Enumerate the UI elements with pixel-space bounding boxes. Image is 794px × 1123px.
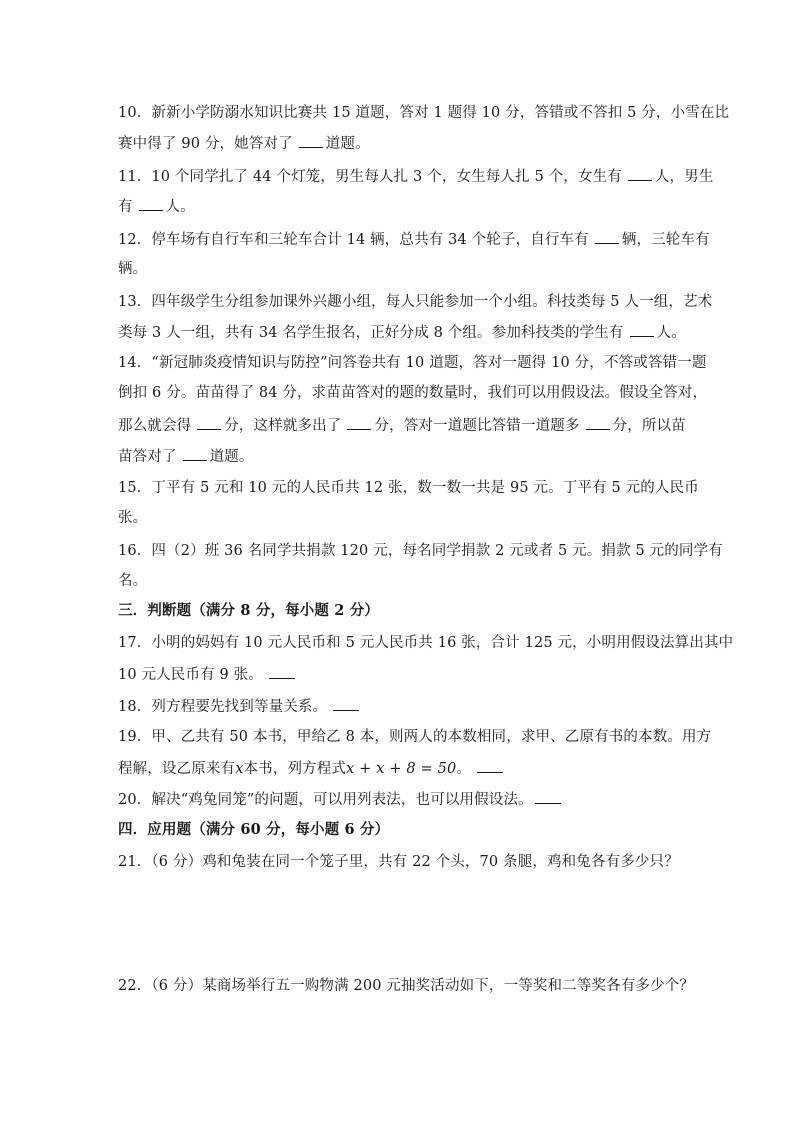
text: 类每 3 人一组，共有 34 名学生报名，正好分成 8 个组。参加科技类的学生有 <box>118 325 624 341</box>
text: 辆，三轮车有 <box>621 232 710 248</box>
text: 14．“新冠肺炎疫情知识与防控”问答卷共有 10 道题，答对一题得 10 分，不答或答错一题 <box>118 355 707 371</box>
text: 。 <box>456 761 471 777</box>
text: 17．小明的妈妈有 10 元人民币和 5 元人民币共 16 张，合计 125 元，小明用假设法算出其中 <box>118 635 734 651</box>
text: 分，答对一道题比答错一道题多 <box>374 418 580 434</box>
text: 程解，设乙原来有 <box>118 761 236 777</box>
section-4-heading <box>118 820 684 840</box>
answer-blank[interactable] <box>535 789 561 804</box>
math-variable: x <box>235 761 244 777</box>
question-11-line-2 <box>118 196 684 217</box>
text: 有 <box>118 199 133 215</box>
text: 21．（6 分）鸡和兔装在同一个笼子里，共有 22 个头，70 条腿，鸡和兔各有多少只？ <box>118 854 679 870</box>
answer-blank[interactable] <box>269 664 295 679</box>
text: 苗答对了 <box>118 449 177 465</box>
math-equation: x + x + 8 = 50 <box>346 761 457 777</box>
text: 19．甲、乙共有 50 本书，甲给乙 8 本，则两人的本数相同，求甲、乙原有书的本数。用方 <box>118 729 712 745</box>
text: 10 元人民币有 9 张。 <box>118 667 263 683</box>
text: 人。 <box>165 199 195 215</box>
question-14-line-2 <box>118 383 708 403</box>
text: 22．（6 分）某商场举行五一购物满 200 元抽奖活动如下，一等奖和二等奖各有多少个？ <box>118 978 695 994</box>
question-15-line-1 <box>118 478 699 498</box>
text: 赛中得了 90 分，她答对了 <box>118 136 293 152</box>
text: 倒扣 6 分。苗苗得了 84 分，求苗苗答对的题的数量时，我们可以用假设法。假设全答对， <box>118 385 708 401</box>
text: 18．列方程要先找到等量关系。 <box>118 699 328 715</box>
text: 那么就会得 <box>118 418 192 434</box>
text: 三．判断题（满分 8 分，每小题 2 分） <box>118 602 380 619</box>
question-10-line-2 <box>118 133 684 154</box>
question-15-line-2 <box>118 508 684 528</box>
answer-blank[interactable] <box>197 415 221 430</box>
text: 13．四年级学生分组参加课外兴趣小组，每人只能参加一个小组。科技类每 5 人一组，艺术 <box>118 294 713 310</box>
answer-blank[interactable] <box>595 229 619 244</box>
question-11-line-1 <box>118 166 714 187</box>
question-17-line-2 <box>118 664 684 685</box>
answer-blank[interactable] <box>477 758 503 773</box>
answer-blank[interactable] <box>586 415 610 430</box>
question-16-line-2 <box>118 571 684 591</box>
text: 15．丁平有 5 元和 10 元的人民币共 12 张，数一数一共是 95 元。丁平有 5 元的人民币 <box>118 480 699 496</box>
text: 16．四（2）班 36 名同学共捐款 120 元，每名同学捐款 2 元或者 5 元。捐款 5 元的同学有 <box>118 543 723 559</box>
answer-blank[interactable] <box>333 696 359 711</box>
question-13-line-1 <box>118 292 713 312</box>
text: 本书，列方程式 <box>243 761 347 777</box>
text: 人，男生 <box>654 169 714 185</box>
text: 名。 <box>118 573 148 589</box>
text: 11．10 个同学扎了 44 个灯笼，男生每人扎 3 个，女生每人扎 5 个，女生有 <box>118 169 622 185</box>
question-20-line-1 <box>118 789 684 810</box>
text: 四．应用题（满分 60 分，每小题 6 分） <box>118 821 390 838</box>
question-14-line-3 <box>118 415 684 436</box>
question-12-line-1 <box>118 229 710 250</box>
text: 张。 <box>118 510 148 526</box>
question-17-line-1 <box>118 633 734 653</box>
question-12-line-2 <box>118 259 684 279</box>
question-14-line-1 <box>118 353 707 373</box>
question-14-line-4 <box>118 446 684 467</box>
answer-blank[interactable] <box>630 322 654 337</box>
text: 人。 <box>656 325 686 341</box>
question-19-line-1 <box>118 727 712 747</box>
section-3-heading <box>118 601 684 621</box>
text: 道题。 <box>209 449 254 465</box>
answer-blank[interactable] <box>347 415 371 430</box>
question-19-line-2 <box>118 758 684 779</box>
text: 12．停车场有自行车和三轮车合计 14 辆，总共有 34 个轮子，自行车有 <box>118 232 589 248</box>
question-22-line-1 <box>118 976 695 996</box>
question-18-line-1 <box>118 696 684 717</box>
text: 分，所以苗 <box>612 418 686 434</box>
answer-blank[interactable] <box>299 133 323 148</box>
text: 道题。 <box>325 136 370 152</box>
text: 10．新新小学防溺水知识比赛共 15 道题，答对 1 题得 10 分，答错或不答扣 5 分，小雪在比 <box>118 105 730 121</box>
question-13-line-2 <box>118 322 684 343</box>
answer-blank[interactable] <box>139 196 163 211</box>
answer-blank[interactable] <box>628 166 652 181</box>
text: 辆。 <box>118 261 148 277</box>
answer-blank[interactable] <box>183 446 207 461</box>
question-21-line-1 <box>118 852 684 872</box>
question-16-line-1 <box>118 541 723 561</box>
question-10-line-1 <box>118 103 730 123</box>
text: 20．解决“鸡兔同笼”的问题，可以用列表法，也可以用假设法。 <box>118 792 533 808</box>
text: 分，这样就多出了 <box>224 418 342 434</box>
